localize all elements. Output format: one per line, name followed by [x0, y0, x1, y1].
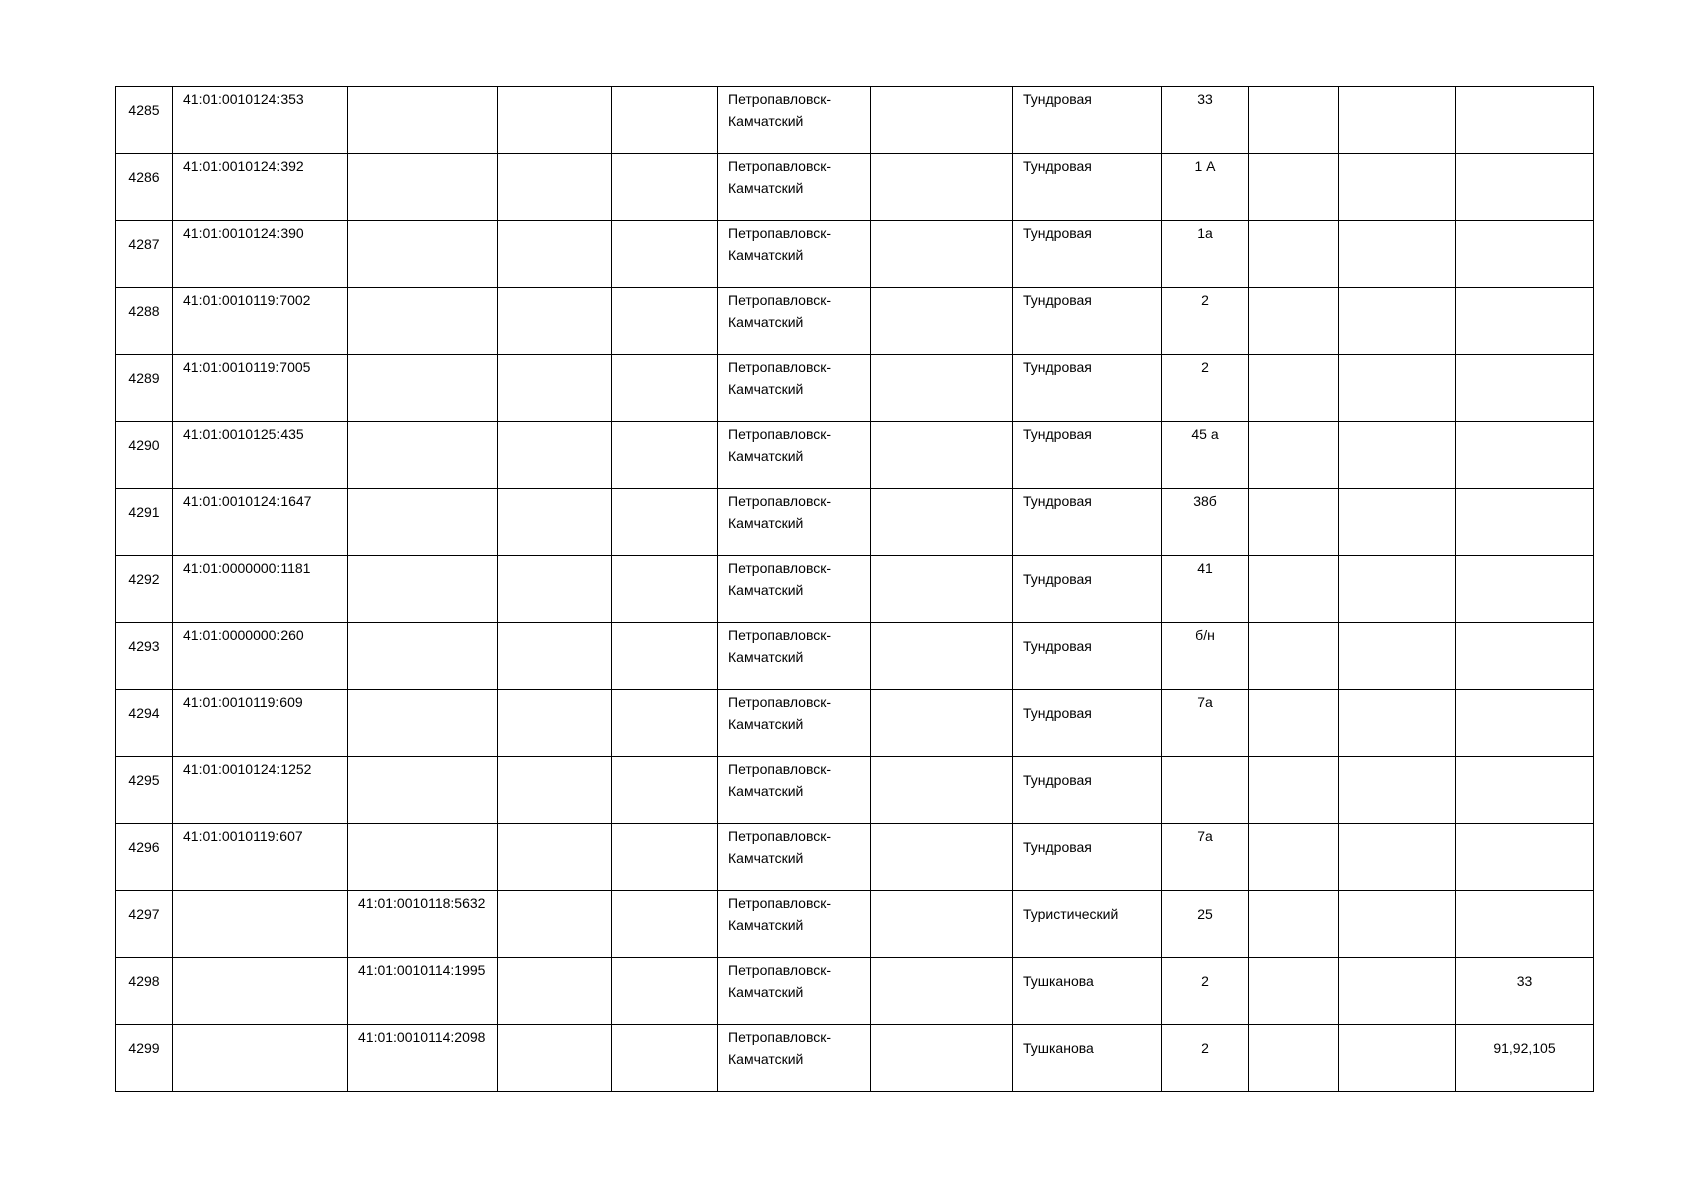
cadastral-number-cell: [173, 958, 348, 1025]
cadastral-number-alt-cell: [348, 623, 498, 690]
city-cell-text: Петропавловск-Камчатский: [728, 694, 832, 732]
empty-cell: [1339, 489, 1456, 556]
empty-cell: [1249, 824, 1339, 891]
cadastral-number-alt-cell: [348, 87, 498, 154]
empty-cell: [871, 958, 1013, 1025]
row-number-cell: [116, 87, 173, 154]
house-number-cell: [1162, 422, 1249, 489]
street-cell-text: Тундровая: [1023, 705, 1092, 721]
empty-cell: [1339, 891, 1456, 958]
house-number-cell-text: 2: [1201, 292, 1209, 308]
cadastral-number-cell-text: 41:01:0010119:607: [183, 828, 303, 844]
house-number-cell: [1162, 355, 1249, 422]
cadastral-number-cell-text: 41:01:0010119:7005: [183, 359, 311, 375]
cadastral-number-alt-cell: [348, 422, 498, 489]
empty-cell: [498, 1025, 612, 1092]
empty-cell: [612, 154, 718, 221]
empty-cell: [871, 1025, 1013, 1092]
street-cell: [1013, 891, 1162, 958]
city-cell-text: Петропавловск-Камчатский: [728, 1029, 832, 1067]
row-number-cell: [116, 355, 173, 422]
table-row: [116, 690, 1594, 757]
row-number-cell: [116, 422, 173, 489]
house-number-cell-text: 2: [1201, 359, 1209, 375]
empty-cell: [1249, 958, 1339, 1025]
city-cell: [718, 87, 871, 154]
house-number-cell-text: 2: [1201, 973, 1209, 989]
empty-cell: [612, 623, 718, 690]
house-number-cell: [1162, 623, 1249, 690]
premises-cell: [1456, 355, 1594, 422]
empty-cell: [871, 221, 1013, 288]
street-cell: [1013, 288, 1162, 355]
empty-cell: [498, 154, 612, 221]
city-cell-text: Петропавловск-Камчатский: [728, 895, 832, 933]
premises-cell: [1456, 288, 1594, 355]
empty-cell: [612, 1025, 718, 1092]
cadastral-number-alt-cell: [348, 757, 498, 824]
street-cell-text: Тундровая: [1023, 772, 1092, 788]
empty-cell: [1249, 422, 1339, 489]
house-number-cell-text: 7а: [1197, 694, 1213, 710]
city-cell-text: Петропавловск-Камчатский: [728, 292, 832, 330]
city-cell-text: Петропавловск-Камчатский: [728, 225, 832, 263]
street-cell: [1013, 154, 1162, 221]
row-number-cell: [116, 288, 173, 355]
house-number-cell: [1162, 154, 1249, 221]
empty-cell: [612, 288, 718, 355]
empty-cell: [871, 556, 1013, 623]
cadastral-number-cell-text: 41:01:0000000:260: [183, 627, 304, 643]
street-cell: [1013, 690, 1162, 757]
empty-cell: [498, 489, 612, 556]
table-row: [116, 757, 1594, 824]
cadastral-number-cell-text: 41:01:0010125:435: [183, 426, 304, 442]
empty-cell: [498, 288, 612, 355]
city-cell: [718, 690, 871, 757]
empty-cell: [612, 355, 718, 422]
row-number-cell: [116, 757, 173, 824]
street-cell: [1013, 422, 1162, 489]
city-cell: [718, 891, 871, 958]
cadastral-number-cell: [173, 891, 348, 958]
street-cell: [1013, 1025, 1162, 1092]
empty-cell: [1249, 221, 1339, 288]
empty-cell: [871, 422, 1013, 489]
house-number-cell-text: 7а: [1197, 828, 1213, 844]
cadastral-number-cell: [173, 221, 348, 288]
house-number-cell-text: 45 а: [1191, 426, 1219, 442]
city-cell-text: Петропавловск-Камчатский: [728, 91, 832, 129]
empty-cell: [871, 355, 1013, 422]
empty-cell: [1339, 824, 1456, 891]
city-cell-text: Петропавловск-Камчатский: [728, 627, 832, 665]
street-cell: [1013, 221, 1162, 288]
empty-cell: [1339, 154, 1456, 221]
city-cell: [718, 355, 871, 422]
city-cell: [718, 422, 871, 489]
row-number-cell-text: 4285: [128, 102, 160, 118]
house-number-cell: [1162, 757, 1249, 824]
row-number-cell-text: 4297: [128, 906, 160, 922]
empty-cell: [498, 355, 612, 422]
empty-cell: [871, 623, 1013, 690]
city-cell: [718, 1025, 871, 1092]
premises-cell: [1456, 87, 1594, 154]
empty-cell: [871, 154, 1013, 221]
street-cell: [1013, 824, 1162, 891]
cadastral-number-alt-cell: [348, 958, 498, 1025]
street-cell: [1013, 556, 1162, 623]
empty-cell: [1249, 556, 1339, 623]
cadastral-number-cell-text: 41:01:0010119:609: [183, 694, 303, 710]
empty-cell: [871, 891, 1013, 958]
row-number-cell-text: 4294: [128, 705, 160, 721]
empty-cell: [1339, 958, 1456, 1025]
table-row: [116, 288, 1594, 355]
cadastral-number-alt-cell: [348, 824, 498, 891]
city-cell-text: Петропавловск-Камчатский: [728, 493, 832, 531]
street-cell-text: Тундровая: [1023, 426, 1092, 442]
empty-cell: [612, 422, 718, 489]
row-number-cell: [116, 1025, 173, 1092]
empty-cell: [1339, 757, 1456, 824]
empty-cell: [1339, 623, 1456, 690]
empty-cell: [612, 757, 718, 824]
row-number-cell: [116, 221, 173, 288]
cadastral-number-alt-cell: [348, 891, 498, 958]
cadastral-number-cell-text: 41:01:0010124:390: [183, 225, 304, 241]
city-cell: [718, 221, 871, 288]
cadastral-number-alt-cell-text: 41:01:0010114:2098: [358, 1029, 486, 1045]
premises-cell: [1456, 489, 1594, 556]
row-number-cell: [116, 556, 173, 623]
cadastral-number-alt-cell-text: 41:01:0010114:1995: [358, 962, 486, 978]
empty-cell: [498, 623, 612, 690]
cadastral-number-cell-text: 41:01:0010119:7002: [183, 292, 311, 308]
street-cell-text: Тундровая: [1023, 839, 1092, 855]
table-row: [116, 623, 1594, 690]
empty-cell: [498, 422, 612, 489]
table-row: [116, 891, 1594, 958]
city-cell: [718, 824, 871, 891]
cadastral-number-alt-cell: [348, 355, 498, 422]
house-number-cell: [1162, 958, 1249, 1025]
cadastral-number-alt-cell: [348, 556, 498, 623]
empty-cell: [1249, 355, 1339, 422]
street-cell: [1013, 623, 1162, 690]
empty-cell: [498, 556, 612, 623]
empty-cell: [498, 690, 612, 757]
cadastral-number-alt-cell: [348, 1025, 498, 1092]
table-row: [116, 154, 1594, 221]
empty-cell: [612, 891, 718, 958]
empty-cell: [871, 690, 1013, 757]
empty-cell: [871, 489, 1013, 556]
premises-cell-text: 91,92,105: [1493, 1040, 1556, 1056]
empty-cell: [1339, 87, 1456, 154]
street-cell-text: Тундровая: [1023, 359, 1092, 375]
city-cell: [718, 556, 871, 623]
empty-cell: [498, 891, 612, 958]
table-row: [116, 824, 1594, 891]
registry-table-body: [116, 87, 1594, 1092]
cadastral-number-cell: [173, 355, 348, 422]
premises-cell: [1456, 757, 1594, 824]
street-cell-text: Тундровая: [1023, 225, 1092, 241]
row-number-cell-text: 4296: [128, 839, 160, 855]
city-cell-text: Петропавловск-Камчатский: [728, 761, 832, 799]
street-cell-text: Тундровая: [1023, 91, 1092, 107]
row-number-cell: [116, 958, 173, 1025]
city-cell-text: Петропавловск-Камчатский: [728, 426, 832, 464]
house-number-cell: [1162, 690, 1249, 757]
city-cell-text: Петропавловск-Камчатский: [728, 359, 832, 397]
street-cell-text: Тундровая: [1023, 638, 1092, 654]
table-row: [116, 1025, 1594, 1092]
row-number-cell-text: 4292: [128, 571, 160, 587]
cadastral-number-alt-cell: [348, 288, 498, 355]
row-number-cell-text: 4288: [128, 303, 160, 319]
cadastral-number-cell-text: 41:01:0010124:1252: [183, 761, 312, 777]
house-number-cell: [1162, 891, 1249, 958]
empty-cell: [498, 757, 612, 824]
table-row: [116, 221, 1594, 288]
house-number-cell-text: 2: [1201, 1040, 1209, 1056]
empty-cell: [612, 221, 718, 288]
table-row: [116, 958, 1594, 1025]
cadastral-number-alt-cell: [348, 489, 498, 556]
row-number-cell-text: 4287: [128, 236, 160, 252]
empty-cell: [498, 221, 612, 288]
street-cell: [1013, 958, 1162, 1025]
empty-cell: [1249, 757, 1339, 824]
city-cell: [718, 757, 871, 824]
city-cell: [718, 958, 871, 1025]
cadastral-number-cell: [173, 824, 348, 891]
empty-cell: [1249, 288, 1339, 355]
cadastral-number-cell: [173, 87, 348, 154]
empty-cell: [612, 958, 718, 1025]
empty-cell: [1249, 489, 1339, 556]
street-cell: [1013, 87, 1162, 154]
premises-cell: [1456, 422, 1594, 489]
cadastral-number-cell: [173, 154, 348, 221]
empty-cell: [498, 824, 612, 891]
empty-cell: [1339, 221, 1456, 288]
empty-cell: [1339, 288, 1456, 355]
street-cell: [1013, 489, 1162, 556]
address-registry-table: [115, 86, 1594, 1092]
empty-cell: [498, 958, 612, 1025]
empty-cell: [871, 824, 1013, 891]
premises-cell-text: 33: [1516, 973, 1533, 989]
row-number-cell: [116, 489, 173, 556]
cadastral-number-cell-text: 41:01:0010124:392: [183, 158, 304, 174]
empty-cell: [1249, 1025, 1339, 1092]
cadastral-number-alt-cell: [348, 221, 498, 288]
row-number-cell: [116, 623, 173, 690]
street-cell-text: Тундровая: [1023, 493, 1092, 509]
row-number-cell-text: 4286: [128, 169, 160, 185]
street-cell-text: Тундровая: [1023, 158, 1092, 174]
cadastral-number-alt-cell-text: 41:01:0010118:5632: [358, 895, 486, 911]
table-row: [116, 87, 1594, 154]
cadastral-number-cell-text: 41:01:0010124:1647: [183, 493, 312, 509]
house-number-cell: [1162, 556, 1249, 623]
row-number-cell-text: 4299: [128, 1040, 160, 1056]
empty-cell: [612, 556, 718, 623]
cadastral-number-cell-text: 41:01:0010124:353: [183, 91, 304, 107]
premises-cell: [1456, 623, 1594, 690]
cadastral-number-cell: [173, 690, 348, 757]
house-number-cell-text: 41: [1197, 560, 1213, 576]
house-number-cell: [1162, 288, 1249, 355]
empty-cell: [498, 87, 612, 154]
premises-cell: [1456, 958, 1594, 1025]
row-number-cell-text: 4295: [128, 772, 160, 788]
street-cell-text: Тушканова: [1023, 1040, 1094, 1056]
house-number-cell-text: 25: [1197, 906, 1213, 922]
premises-cell: [1456, 891, 1594, 958]
row-number-cell-text: 4290: [128, 437, 160, 453]
house-number-cell-text: 38б: [1193, 493, 1217, 509]
empty-cell: [871, 288, 1013, 355]
city-cell: [718, 288, 871, 355]
street-cell-text: Тундровая: [1023, 571, 1092, 587]
city-cell-text: Петропавловск-Камчатский: [728, 158, 832, 196]
house-number-cell: [1162, 489, 1249, 556]
row-number-cell-text: 4298: [128, 973, 160, 989]
cadastral-number-cell: [173, 623, 348, 690]
empty-cell: [612, 824, 718, 891]
row-number-cell-text: 4289: [128, 370, 160, 386]
empty-cell: [1249, 154, 1339, 221]
empty-cell: [612, 690, 718, 757]
premises-cell: [1456, 556, 1594, 623]
table-row: [116, 355, 1594, 422]
cadastral-number-cell-text: 41:01:0000000:1181: [183, 560, 311, 576]
city-cell-text: Петропавловск-Камчатский: [728, 962, 832, 1000]
cadastral-number-cell: [173, 556, 348, 623]
premises-cell: [1456, 154, 1594, 221]
cadastral-number-cell: [173, 288, 348, 355]
empty-cell: [1249, 623, 1339, 690]
row-number-cell-text: 4291: [128, 504, 160, 520]
table-row: [116, 489, 1594, 556]
row-number-cell: [116, 824, 173, 891]
house-number-cell: [1162, 87, 1249, 154]
row-number-cell: [116, 690, 173, 757]
house-number-cell: [1162, 1025, 1249, 1092]
empty-cell: [612, 489, 718, 556]
row-number-cell-text: 4293: [128, 638, 160, 654]
empty-cell: [612, 87, 718, 154]
house-number-cell-text: б/н: [1195, 627, 1215, 643]
street-cell: [1013, 355, 1162, 422]
city-cell-text: Петропавловск-Камчатский: [728, 828, 832, 866]
empty-cell: [1339, 422, 1456, 489]
empty-cell: [1249, 690, 1339, 757]
cadastral-number-cell: [173, 757, 348, 824]
empty-cell: [1249, 87, 1339, 154]
city-cell: [718, 623, 871, 690]
empty-cell: [1339, 556, 1456, 623]
house-number-cell: [1162, 824, 1249, 891]
premises-cell: [1456, 221, 1594, 288]
city-cell: [718, 154, 871, 221]
table-row: [116, 556, 1594, 623]
empty-cell: [1249, 891, 1339, 958]
empty-cell: [1339, 690, 1456, 757]
city-cell-text: Петропавловск-Камчатский: [728, 560, 832, 598]
empty-cell: [871, 87, 1013, 154]
street-cell-text: Тушканова: [1023, 973, 1094, 989]
row-number-cell: [116, 154, 173, 221]
premises-cell: [1456, 824, 1594, 891]
house-number-cell-text: 33: [1197, 91, 1213, 107]
premises-cell: [1456, 690, 1594, 757]
empty-cell: [1339, 355, 1456, 422]
table-row: [116, 422, 1594, 489]
house-number-cell-text: 1а: [1197, 225, 1213, 241]
street-cell: [1013, 757, 1162, 824]
cadastral-number-alt-cell: [348, 690, 498, 757]
premises-cell: [1456, 1025, 1594, 1092]
empty-cell: [1339, 1025, 1456, 1092]
cadastral-number-cell: [173, 489, 348, 556]
cadastral-number-cell: [173, 422, 348, 489]
row-number-cell: [116, 891, 173, 958]
house-number-cell-text: 1 А: [1194, 158, 1216, 174]
city-cell: [718, 489, 871, 556]
house-number-cell: [1162, 221, 1249, 288]
empty-cell: [871, 757, 1013, 824]
street-cell-text: Тундровая: [1023, 292, 1092, 308]
cadastral-number-alt-cell: [348, 154, 498, 221]
cadastral-number-cell: [173, 1025, 348, 1092]
street-cell-text: Туристический: [1023, 906, 1119, 922]
